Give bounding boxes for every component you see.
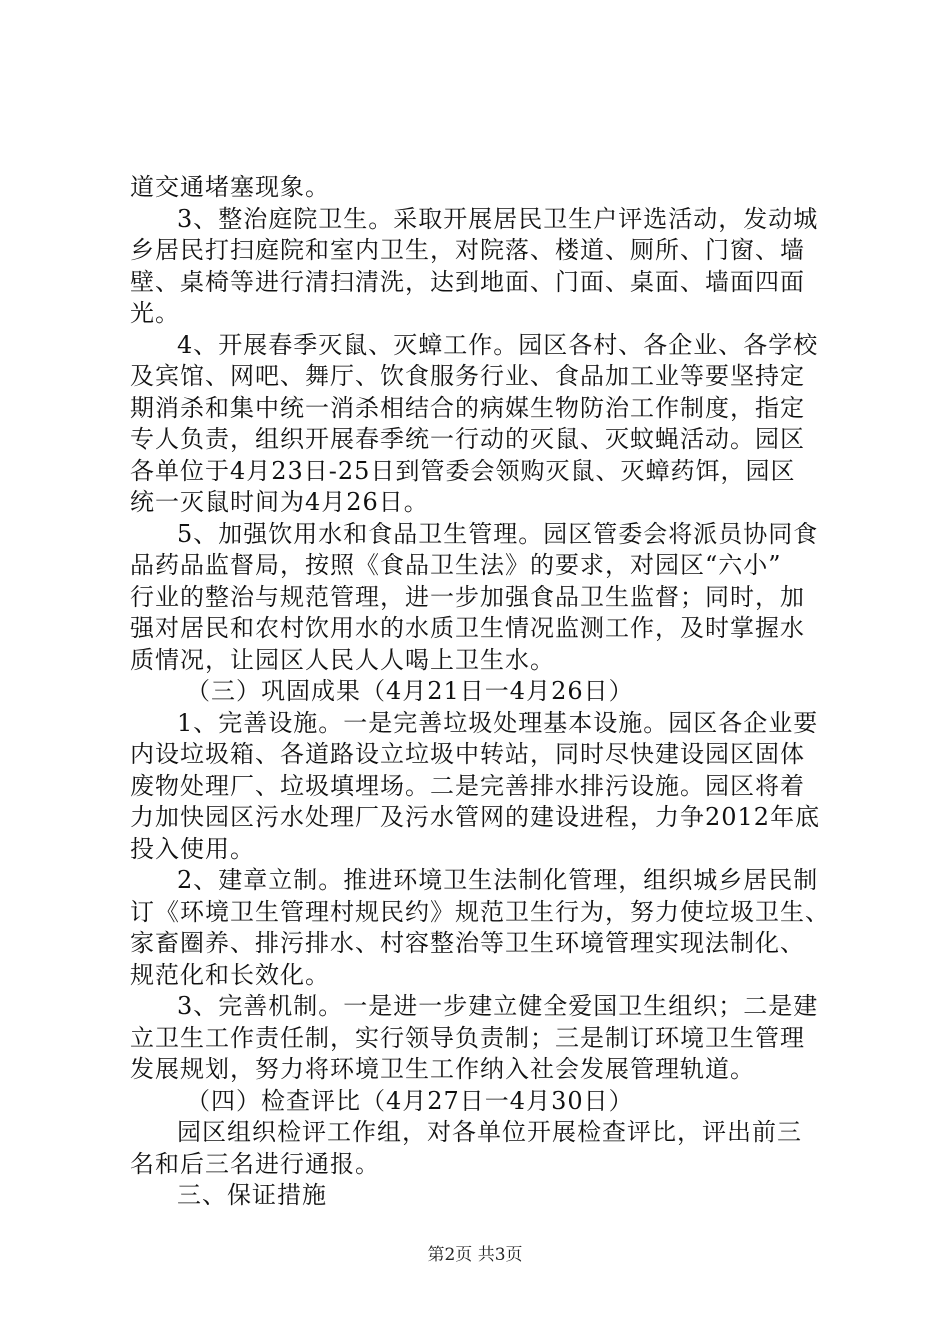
text-line: 名和后三名进行通报。: [130, 1150, 380, 1178]
text-line: 废物处理厂、垃圾填埋场。二是完善排水排污设施。园区将着: [130, 772, 805, 800]
text-line: 统一灭鼠时间为4月26日。: [130, 488, 429, 516]
text-line: 3、完善机制。一是进一步建立健全爱国卫生组织；二是建: [177, 992, 819, 1020]
text-line: 强对居民和农村饮用水的水质卫生情况监测工作，及时掌握水: [130, 614, 805, 642]
text-line: 光。: [130, 299, 180, 327]
text-line: 各单位于4月23日-25日到管委会领购灭鼠、灭蟑药饵，园区: [130, 457, 796, 485]
text-line: 5、加强饮用水和食品卫生管理。园区管委会将派员协同食: [177, 520, 819, 548]
text-line: 行业的整治与规范管理，进一步加强食品卫生监督；同时，加: [130, 583, 805, 611]
text-line: 力加快园区污水处理厂及污水管网的建设进程，力争2012年底: [130, 803, 821, 831]
text-line: 乡居民打扫庭院和室内卫生，对院落、楼道、厕所、门窗、墙: [130, 236, 805, 264]
text-line: 订《环境卫生管理村规民约》规范卫生行为，努力使垃圾卫生、: [130, 898, 830, 926]
text-line: 质情况，让园区人民人人喝上卫生水。: [130, 646, 555, 674]
text-line: 投入使用。: [130, 835, 255, 863]
text-line: 发展规划，努力将环境卫生工作纳入社会发展管理轨道。: [130, 1055, 755, 1083]
text-line: 内设垃圾箱、各道路设立垃圾中转站，同时尽快建设园区固体: [130, 740, 805, 768]
text-line: 品药品监督局，按照《食品卫生法》的要求，对园区“六小”: [130, 551, 782, 579]
text-line: 1、完善设施。一是完善垃圾处理基本设施。园区各企业要: [177, 709, 819, 737]
text-line: 2、建章立制。推进环境卫生法制化管理，组织城乡居民制: [177, 866, 819, 894]
text-line: 家畜圈养、排污排水、村容整治等卫生环境管理实现法制化、: [130, 929, 805, 957]
text-line: 园区组织检评工作组，对各单位开展检查评比，评出前三: [177, 1118, 802, 1146]
page-number-footer: 第2页 共3页: [427, 1245, 523, 1265]
section-heading: 三、保证措施: [177, 1181, 327, 1209]
text-line: 道交通堵塞现象。: [130, 173, 330, 201]
section-heading: （四）检查评比（4月27日一4月30日）: [186, 1087, 634, 1115]
text-line: 规范化和长效化。: [130, 961, 330, 989]
text-line: 4、开展春季灭鼠、灭蟑工作。园区各村、各企业、各学校: [177, 331, 819, 359]
text-line: 期消杀和集中统一消杀相结合的病媒生物防治工作制度，指定: [130, 394, 805, 422]
text-line: 立卫生工作责任制，实行领导负责制；三是制订环境卫生管理: [130, 1024, 805, 1052]
text-line: 及宾馆、网吧、舞厅、饮食服务行业、食品加工业等要坚持定: [130, 362, 805, 390]
text-line: 壁、桌椅等进行清扫清洗，达到地面、门面、桌面、墙面四面: [130, 268, 805, 296]
text-line: 专人负责，组织开展春季统一行动的灭鼠、灭蚊蝇活动。园区: [130, 425, 805, 453]
text-line: 3、整治庭院卫生。采取开展居民卫生户评选活动，发动城: [177, 205, 819, 233]
section-heading: （三）巩固成果（4月21日一4月26日）: [186, 677, 634, 705]
